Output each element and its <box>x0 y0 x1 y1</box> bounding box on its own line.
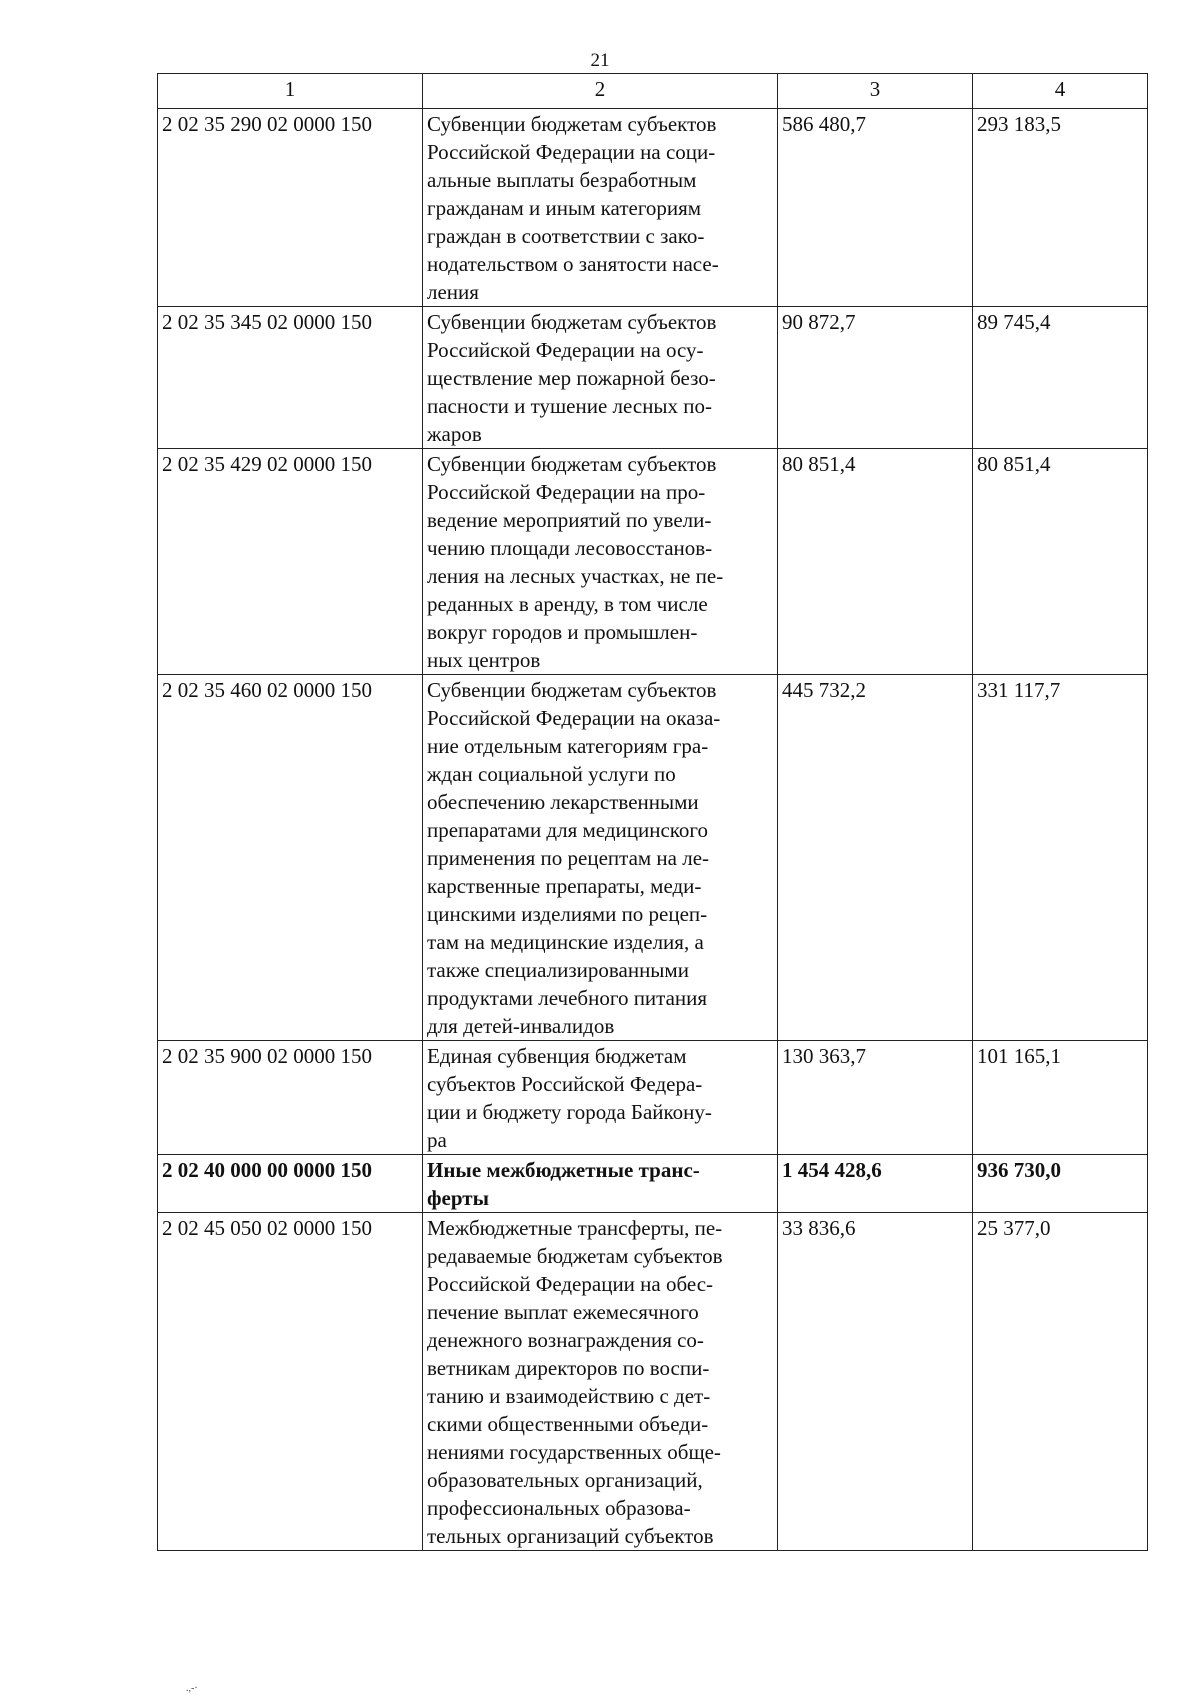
budget-code-cell: 2 02 35 429 02 0000 150 <box>158 449 423 675</box>
budget-code-cell: 2 02 45 050 02 0000 150 <box>158 1213 423 1551</box>
budget-table <box>157 73 1148 1551</box>
column-header-1: 1 <box>158 74 423 109</box>
table-row <box>158 1041 1148 1155</box>
amount-col3-cell: 1 454 428,6 <box>778 1155 973 1213</box>
column-header-2: 2 <box>423 74 778 109</box>
budget-code-cell: 2 02 35 345 02 0000 150 <box>158 307 423 449</box>
table-row <box>158 307 1148 449</box>
amount-col4-cell: 293 183,5 <box>973 109 1148 307</box>
table-row <box>158 1155 1148 1213</box>
page-number: 21 <box>590 50 610 71</box>
description-cell: Иные межбюджетные транс- ферты <box>423 1155 778 1213</box>
description-cell: Межбюджетные трансферты, пе- редаваемые бюджетам субъектов Российской Федерации на обес- печение выплат ежемесячного денежного вознаграждения со- ветникам директоров по воспи- танию и взаимодействию с дет- скими общественными объеди- нениями государственных обще- образовательных организаций, профессиональных образова- тельных организаций субъектов <box>423 1213 778 1551</box>
scan-artifact-mark: .,-· <box>186 1683 198 1694</box>
column-header-4: 4 <box>973 74 1148 109</box>
budget-code-cell: 2 02 40 000 00 0000 150 <box>158 1155 423 1213</box>
description-cell: Субвенции бюджетам субъектов Российской Федерации на оказа- ние отдельным категориям гра- ждан социальной услуги по обеспечению лекарственными препаратами для медицинского применения по рецептам на ле- карственные препараты, меди- цинскими изделиями по рецеп- там на медицинские изделия, а также специализированными продуктами лечебного питания для детей-инвалидов <box>423 675 778 1041</box>
table-row <box>158 109 1148 307</box>
amount-col3-cell: 130 363,7 <box>778 1041 973 1155</box>
column-header-3: 3 <box>778 74 973 109</box>
amount-col3-cell: 445 732,2 <box>778 675 973 1041</box>
description-cell: Субвенции бюджетам субъектов Российской Федерации на про- ведение мероприятий по увели- чению площади лесовосстанов- ления на лесных участках, не пе- реданных в аренду, в том числе вокруг городов и промышлен- ных центров <box>423 449 778 675</box>
amount-col4-cell: 101 165,1 <box>973 1041 1148 1155</box>
description-cell: Субвенции бюджетам субъектов Российской Федерации на осу- ществление мер пожарной безо- пасности и тушение лесных по- жаров <box>423 307 778 449</box>
amount-col4-cell: 89 745,4 <box>973 307 1148 449</box>
description-cell: Единая субвенция бюджетам субъектов Российской Федера- ции и бюджету города Байкону- ра <box>423 1041 778 1155</box>
table-row <box>158 449 1148 675</box>
amount-col4-cell: 25 377,0 <box>973 1213 1148 1551</box>
amount-col3-cell: 90 872,7 <box>778 307 973 449</box>
amount-col4-cell: 80 851,4 <box>973 449 1148 675</box>
amount-col4-cell: 331 117,7 <box>973 675 1148 1041</box>
amount-col3-cell: 33 836,6 <box>778 1213 973 1551</box>
table-row <box>158 675 1148 1041</box>
amount-col4-cell: 936 730,0 <box>973 1155 1148 1213</box>
amount-col3-cell: 80 851,4 <box>778 449 973 675</box>
table-header-row <box>158 74 1148 109</box>
budget-code-cell: 2 02 35 460 02 0000 150 <box>158 675 423 1041</box>
amount-col3-cell: 586 480,7 <box>778 109 973 307</box>
description-cell: Субвенции бюджетам субъектов Российской Федерации на соци- альные выплаты безработным гражданам и иным категориям граждан в соответствии с зако- нодательством о занятости насе- ления <box>423 109 778 307</box>
budget-code-cell: 2 02 35 900 02 0000 150 <box>158 1041 423 1155</box>
table-row <box>158 1213 1148 1551</box>
budget-code-cell: 2 02 35 290 02 0000 150 <box>158 109 423 307</box>
